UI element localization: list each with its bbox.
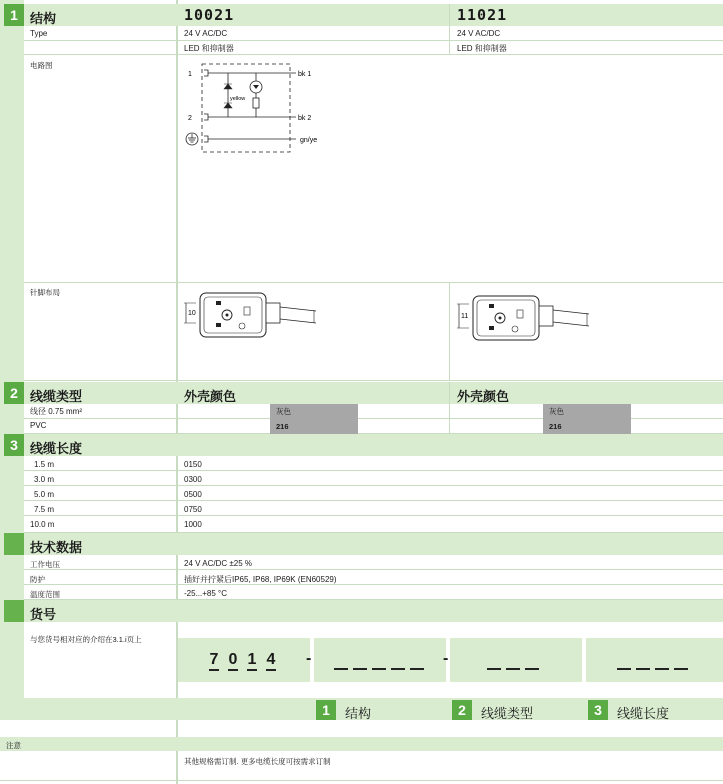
length-label-1: 1.5 m [34,460,55,469]
order-code-box-2 [450,638,582,682]
notes-label: 注意 [6,741,21,750]
bk1-label: bk 1 [298,71,312,78]
length-row-5 [24,516,723,533]
order-digit-4: 4 [266,651,276,671]
order-blank-3 [372,668,386,670]
col2-header: 外壳颜色 [457,389,510,404]
col1-header: 外壳颜色 [184,389,237,404]
col1-code: 10021 [184,6,235,24]
notes-row [0,751,723,781]
order-blank-6 [487,668,501,670]
length-code-4: 0750 [184,505,202,514]
order-blank-5 [410,668,424,670]
col2-code: 11021 [457,6,508,24]
tech-header-bar [0,533,723,555]
order-code-box-base [178,638,310,682]
legend-label-3: 线缆长度 [617,706,670,721]
length-row-4 [24,501,723,516]
tech-row-1 [24,555,723,570]
circuit-row [24,55,723,283]
length-code-3: 0500 [184,490,202,499]
cable-label-1: 线径 0.75 mm² [30,407,83,416]
pin-row [24,283,723,381]
order-digit-3: 1 [247,651,257,671]
col2-type: 24 V AC/DC [457,29,501,38]
pin-layout-11021 [455,292,595,344]
col2-cable-code: 216 [549,422,562,431]
length-code-5: 1000 [184,520,202,529]
tech-title: 技术数据 [30,540,83,555]
cable-label-2: PVC [30,421,47,430]
col1-variant: LED 和抑制器 [184,44,234,53]
tech-row-3 [24,585,723,600]
section2-title: 线缆类型 [30,389,83,404]
tech-label-1: 工作电压 [30,560,60,569]
pin1-label: 1 [188,71,192,78]
col2-color: 灰色 [549,407,564,416]
length-row-1 [24,456,723,471]
tech-value-3: -25...+85 °C [184,589,227,598]
order-blank-4 [391,668,405,670]
pin-col-divider [449,283,450,381]
circuit-label: 电路图 [30,61,53,70]
order-digit-1: 7 [209,651,219,671]
order-blank-12 [674,668,688,670]
order-title: 货号 [30,607,57,622]
section3-number: 3 [4,434,24,456]
order-digit-2: 0 [228,651,238,671]
length-label-5: 10.0 m [30,520,55,529]
type-row [24,27,723,41]
pin-dim-11: 11 [461,313,469,320]
length-label-4: 7.5 m [34,505,55,514]
length-label-2: 3.0 m [34,475,55,484]
section1-header-bar [0,4,723,26]
legend-number-1: 1 [316,700,336,720]
length-code-1: 0150 [184,460,202,469]
tech-label-3: 温度范围 [30,590,60,599]
yellow-label: yellow [230,96,246,102]
legend-number-3: 3 [588,700,608,720]
col1-type: 24 V AC/DC [184,29,228,38]
order-note: 与您货号相对应的介绍在3.1.i页上 [30,635,142,644]
legend-label-1: 结构 [345,706,372,721]
bk2-label: bk 2 [298,115,312,122]
order-code-box-1 [314,638,449,682]
order-dash-2: - [443,650,449,667]
col2-code-cell [543,419,631,434]
col2-color-cell [543,404,631,419]
notes-header-bar [0,737,723,751]
order-blank-1 [334,668,348,670]
legend-label-2: 线缆类型 [481,706,534,721]
col1-code-cell [270,419,358,434]
tech-marker [4,533,24,555]
pin-layout-10021 [182,289,322,341]
order-marker [4,600,24,622]
order-blank-7 [506,668,520,670]
pin2-label: 2 [188,115,192,122]
section3-header-bar [0,434,723,456]
order-blank-9 [617,668,631,670]
pin-dim-10: 10 [188,310,196,317]
gnye-label: gn/ye [300,137,318,144]
order-code-box-3 [586,638,723,682]
type-label: Type [30,29,48,38]
section2-header-bar [0,382,723,404]
order-blank-11 [655,668,669,670]
tech-value-1: 24 V AC/DC ±25 % [184,559,252,568]
col1-color-cell [270,404,358,419]
order-blank-10 [636,668,650,670]
legend-number-2: 2 [452,700,472,720]
length-row-3 [24,486,723,501]
circuit-diagram [180,58,340,158]
order-header-bar [0,600,723,622]
tech-row-2 [24,570,723,585]
length-label-3: 5.0 m [34,490,55,499]
variant-row [24,41,723,55]
col1-cable-code: 216 [276,422,289,431]
section2-number: 2 [4,382,24,404]
notes-text: 其他规格需订制. 更多电缆长度可按需求订制 [184,757,331,766]
length-row-2 [24,471,723,486]
section3-title: 线缆长度 [30,441,83,456]
pin-label: 针脚布局 [30,288,60,297]
col1-color: 灰色 [276,407,291,416]
col2-variant: LED 和抑制器 [457,44,507,53]
tech-value-2: 插好并拧紧后IP65, IP68, IP69K (EN60529) [184,575,337,584]
section1-number: 1 [4,4,24,26]
length-code-2: 0300 [184,475,202,484]
tech-label-2: 防护 [30,575,45,584]
order-dash-1: - [306,650,312,667]
order-blank-8 [525,668,539,670]
section1-title: 结构 [30,11,57,26]
order-blank-2 [353,668,367,670]
